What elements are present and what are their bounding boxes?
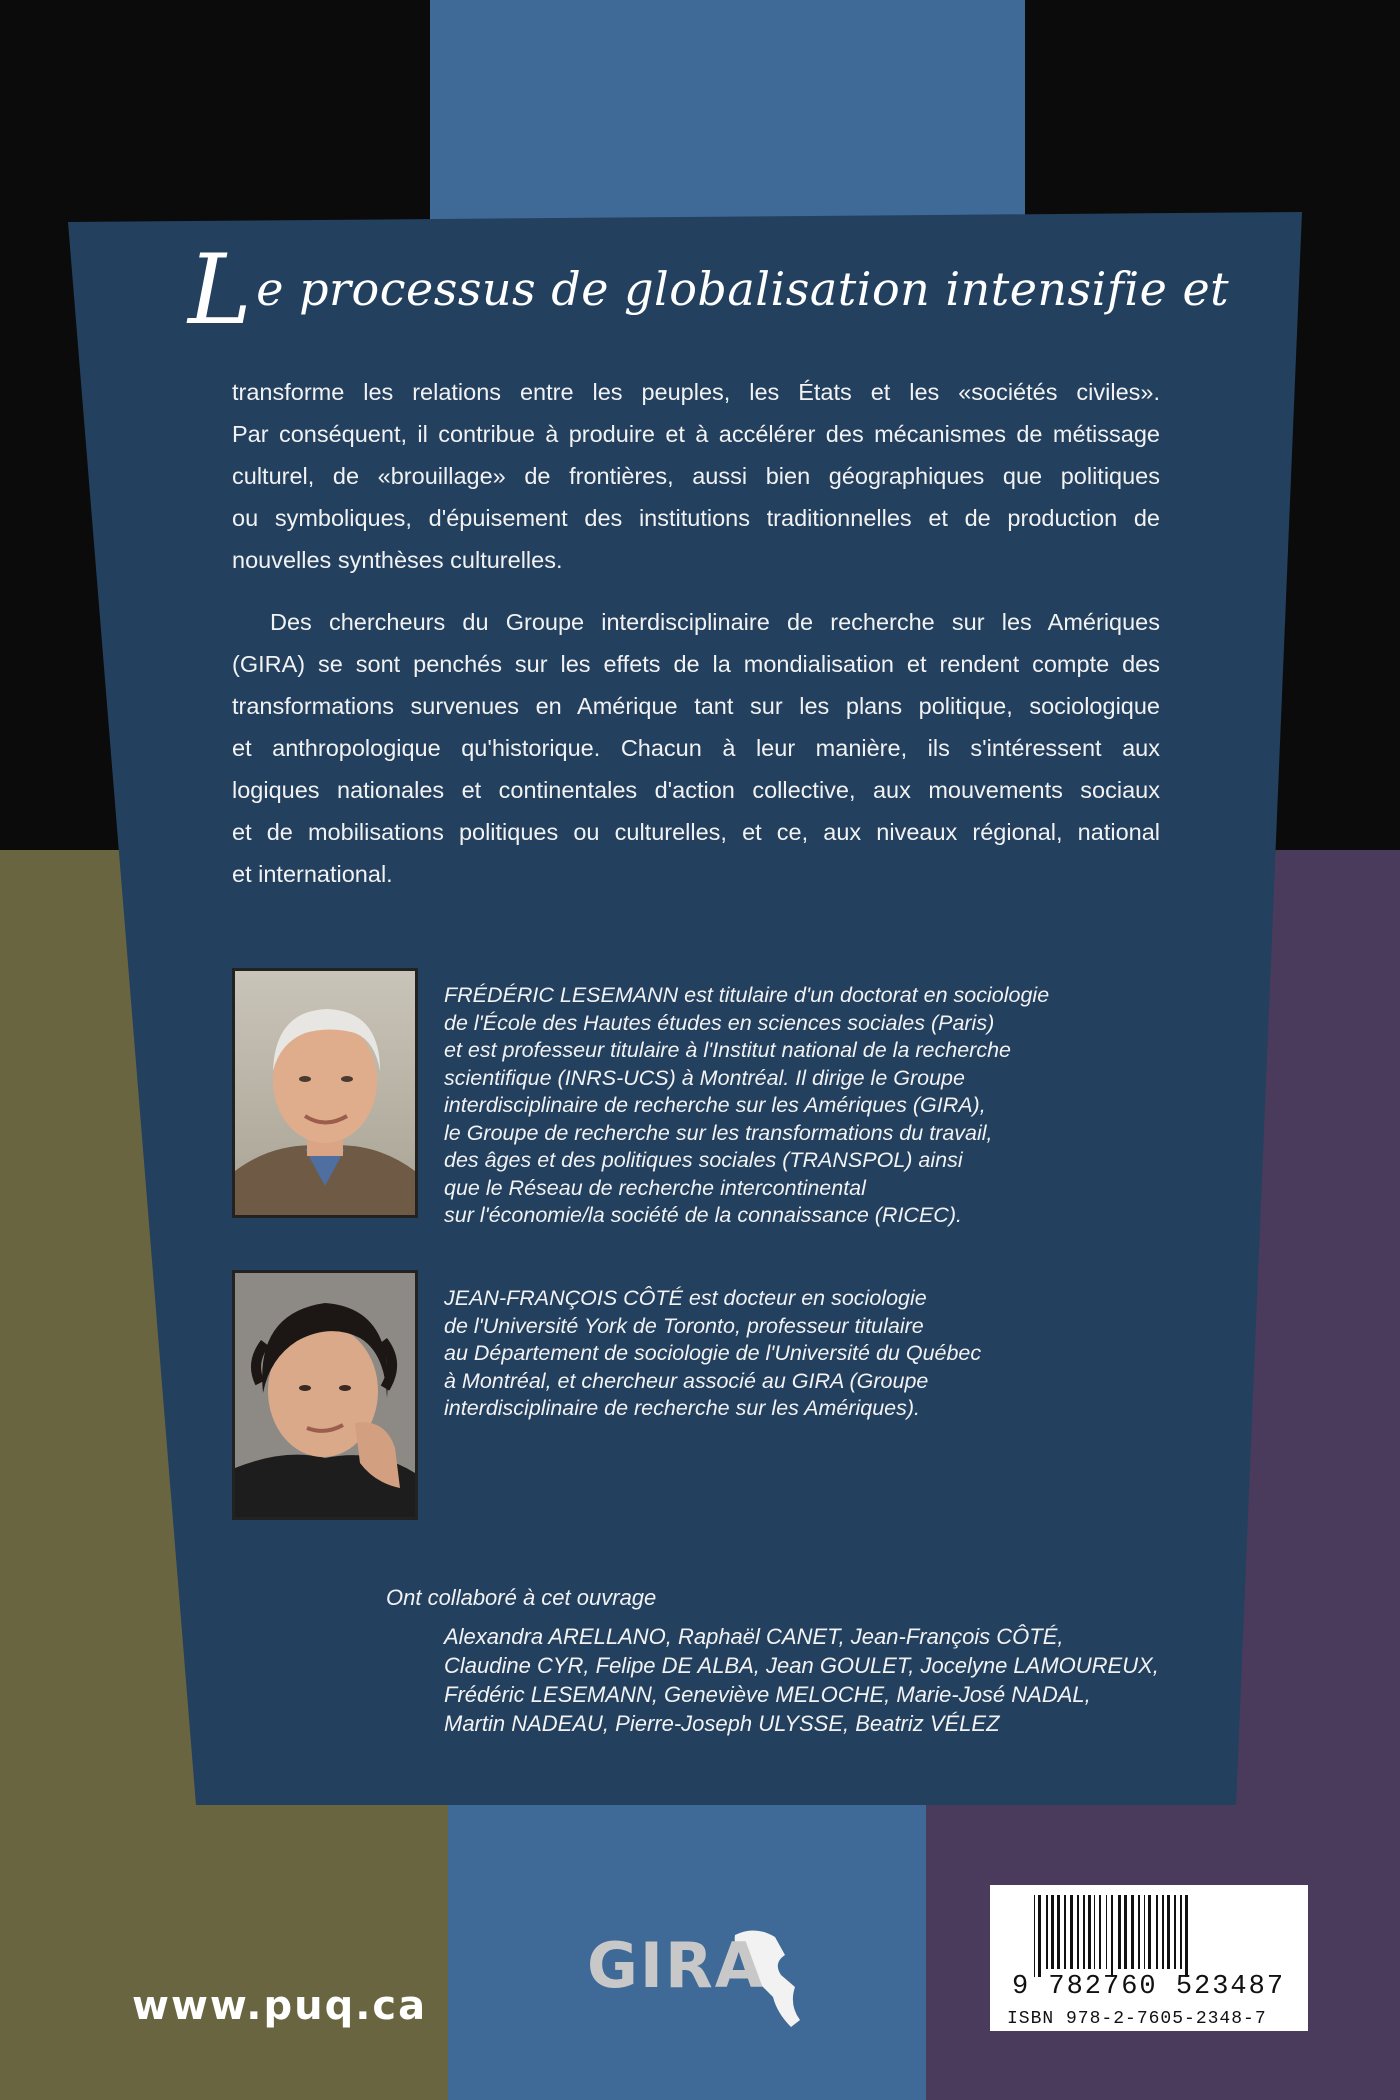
barcode-bar — [1094, 1895, 1095, 1969]
barcode-bar — [1156, 1895, 1158, 1969]
author-2-bio — [444, 1285, 981, 1423]
barcode-bar — [1185, 1895, 1188, 1977]
barcode-bar — [1046, 1895, 1048, 1969]
author-1-bio-line: FRÉDÉRIC LESEMANN est titulaire d'un doctorat en sociologie — [444, 983, 1050, 1007]
collaborators-line: Frédéric LESEMANN, Geneviève MELOCHE, Marie-José NADAL, — [444, 1682, 1091, 1707]
barcode-bar — [1088, 1895, 1091, 1969]
barcode-bar — [1124, 1895, 1127, 1969]
author-1-bio — [444, 982, 1049, 1230]
barcode-bar — [1064, 1895, 1066, 1969]
author-2-bio-line: JEAN-FRANÇOIS CÔTÉ est docteur en sociologie — [444, 1286, 927, 1310]
lead-title-rest: e processus de globalisation intensifie et — [256, 262, 1230, 316]
author-2-bio-line: de l'Université York de Toronto, professeur titulaire — [444, 1313, 924, 1338]
barcode-bar — [1038, 1895, 1041, 1977]
barcode-bar — [1180, 1895, 1182, 1969]
author-1-bio-line: interdisciplinaire de recherche sur les Amériques (GIRA), — [444, 1093, 986, 1117]
paragraph-1-line: culturel, de «brouillage» de frontières, aussi bien géographiques que politiques — [232, 463, 1160, 489]
author-2-bio-line: à Montréal, et chercheur associé au GIRA (Groupe — [444, 1368, 929, 1393]
author-1-bio-line: que le Réseau de recherche intercontinental — [444, 1175, 866, 1200]
barcode-bar — [1034, 1895, 1035, 1977]
paragraph-1-line: transforme les relations entre les peuples, les États et les «sociétés civiles». — [232, 379, 1160, 405]
paragraph-2-line: et anthropologique qu'historique. Chacun à leur manière, ils s'intéressent aux — [232, 735, 1160, 761]
paragraph-2-line: Des chercheurs du Groupe interdisciplinaire de recherche sur les Amériques — [270, 609, 1160, 635]
author-1-bio-line: le Groupe de recherche sur les transformations du travail, — [444, 1120, 993, 1145]
paragraph-1-line: ou symboliques, d'épuisement des institutions traditionnelles et de production de — [232, 505, 1160, 531]
barcode-bar — [1106, 1895, 1107, 1969]
barcode-bar — [1162, 1895, 1164, 1969]
author-1-bio-line: scientifique (INRS-UCS) à Montréal. Il dirige le Groupe — [444, 1065, 965, 1090]
gira-logo — [585, 1915, 825, 2035]
barcode-bar — [1131, 1895, 1134, 1969]
barcode-bar — [1083, 1895, 1085, 1969]
paragraph-2-line: transformations survenues en Amérique tant sur les plans politique, sociologique — [232, 693, 1160, 719]
author-2-bio-line: au Département de sociologie de l'Université du Québec — [444, 1341, 982, 1365]
lead-initial: L — [188, 234, 253, 346]
author-1-portrait — [232, 968, 418, 1218]
barcode-bar — [1138, 1895, 1140, 1969]
barcode-bar — [1111, 1895, 1113, 1977]
barcode-bar — [1144, 1895, 1145, 1969]
author-2-portrait — [232, 1270, 418, 1520]
barcode-bar — [1174, 1895, 1176, 1969]
barcode-bar — [1148, 1895, 1151, 1969]
barcode-bar — [1051, 1895, 1054, 1969]
barcode-bar — [1118, 1895, 1121, 1969]
publisher-website[interactable]: www.puq.ca — [132, 1983, 428, 2029]
collaborators-line: Claudine CYR, Felipe DE ALBA, Jean GOULET, Jocelyne LAMOUREUX, — [444, 1653, 1159, 1678]
author-1-bio-line: des âges et des politiques sociales (TRANSPOL) ainsi — [444, 1148, 963, 1172]
barcode-bar — [1099, 1895, 1101, 1969]
collaborators-title: Ont collaboré à cet ouvrage — [386, 1585, 657, 1610]
barcode-bar — [1167, 1895, 1170, 1969]
barcode-digits: 9 782760 523487 — [1012, 1972, 1286, 2002]
paragraph-2-line: logiques nationales et continentales d'action collective, aux mouvements sociaux — [232, 777, 1160, 803]
collaborators-line: Alexandra ARELLANO, Raphaël CANET, Jean-François CÔTÉ, — [444, 1624, 1064, 1649]
paragraph-2 — [232, 601, 1160, 895]
author-1-bio-line: sur l'économie/la société de la connaissance (RICEC). — [444, 1203, 962, 1227]
barcode-bar — [1077, 1895, 1079, 1969]
paragraph-1-line: Par conséquent, il contribue à produire et à accélérer des mécanismes de métissage — [232, 421, 1160, 447]
lead-title — [188, 234, 1230, 346]
gira-logo-text: GIRA — [587, 1929, 765, 2002]
collaborators-list — [444, 1622, 1159, 1738]
barcode-bar — [1057, 1895, 1060, 1969]
paragraph-1-line: nouvelles synthèses culturelles. — [232, 547, 563, 573]
paragraph-2-line: et international. — [232, 861, 393, 887]
isbn-number: ISBN 978-2-7605-2348-7 — [1007, 2009, 1267, 2029]
author-1-bio-line: de l'École des Hautes études en sciences sociales (Paris) — [444, 1010, 995, 1035]
paragraph-2-line: et de mobilisations politiques ou culturelles, et ce, aux niveaux régional, national — [232, 819, 1160, 845]
paragraph-2-line: (GIRA) se sont penchés sur les effets de la mondialisation et rendent compte des — [232, 651, 1160, 677]
collaborators-line: Martin NADEAU, Pierre-Joseph ULYSSE, Beatriz VÉLEZ — [444, 1711, 1000, 1736]
author-1-bio-line: et est professeur titulaire à l'Institut national de la recherche — [444, 1038, 1011, 1062]
author-2-bio-line: interdisciplinaire de recherche sur les Amériques). — [444, 1396, 920, 1420]
barcode-bar — [1070, 1895, 1073, 1969]
paragraph-1 — [232, 371, 1160, 581]
